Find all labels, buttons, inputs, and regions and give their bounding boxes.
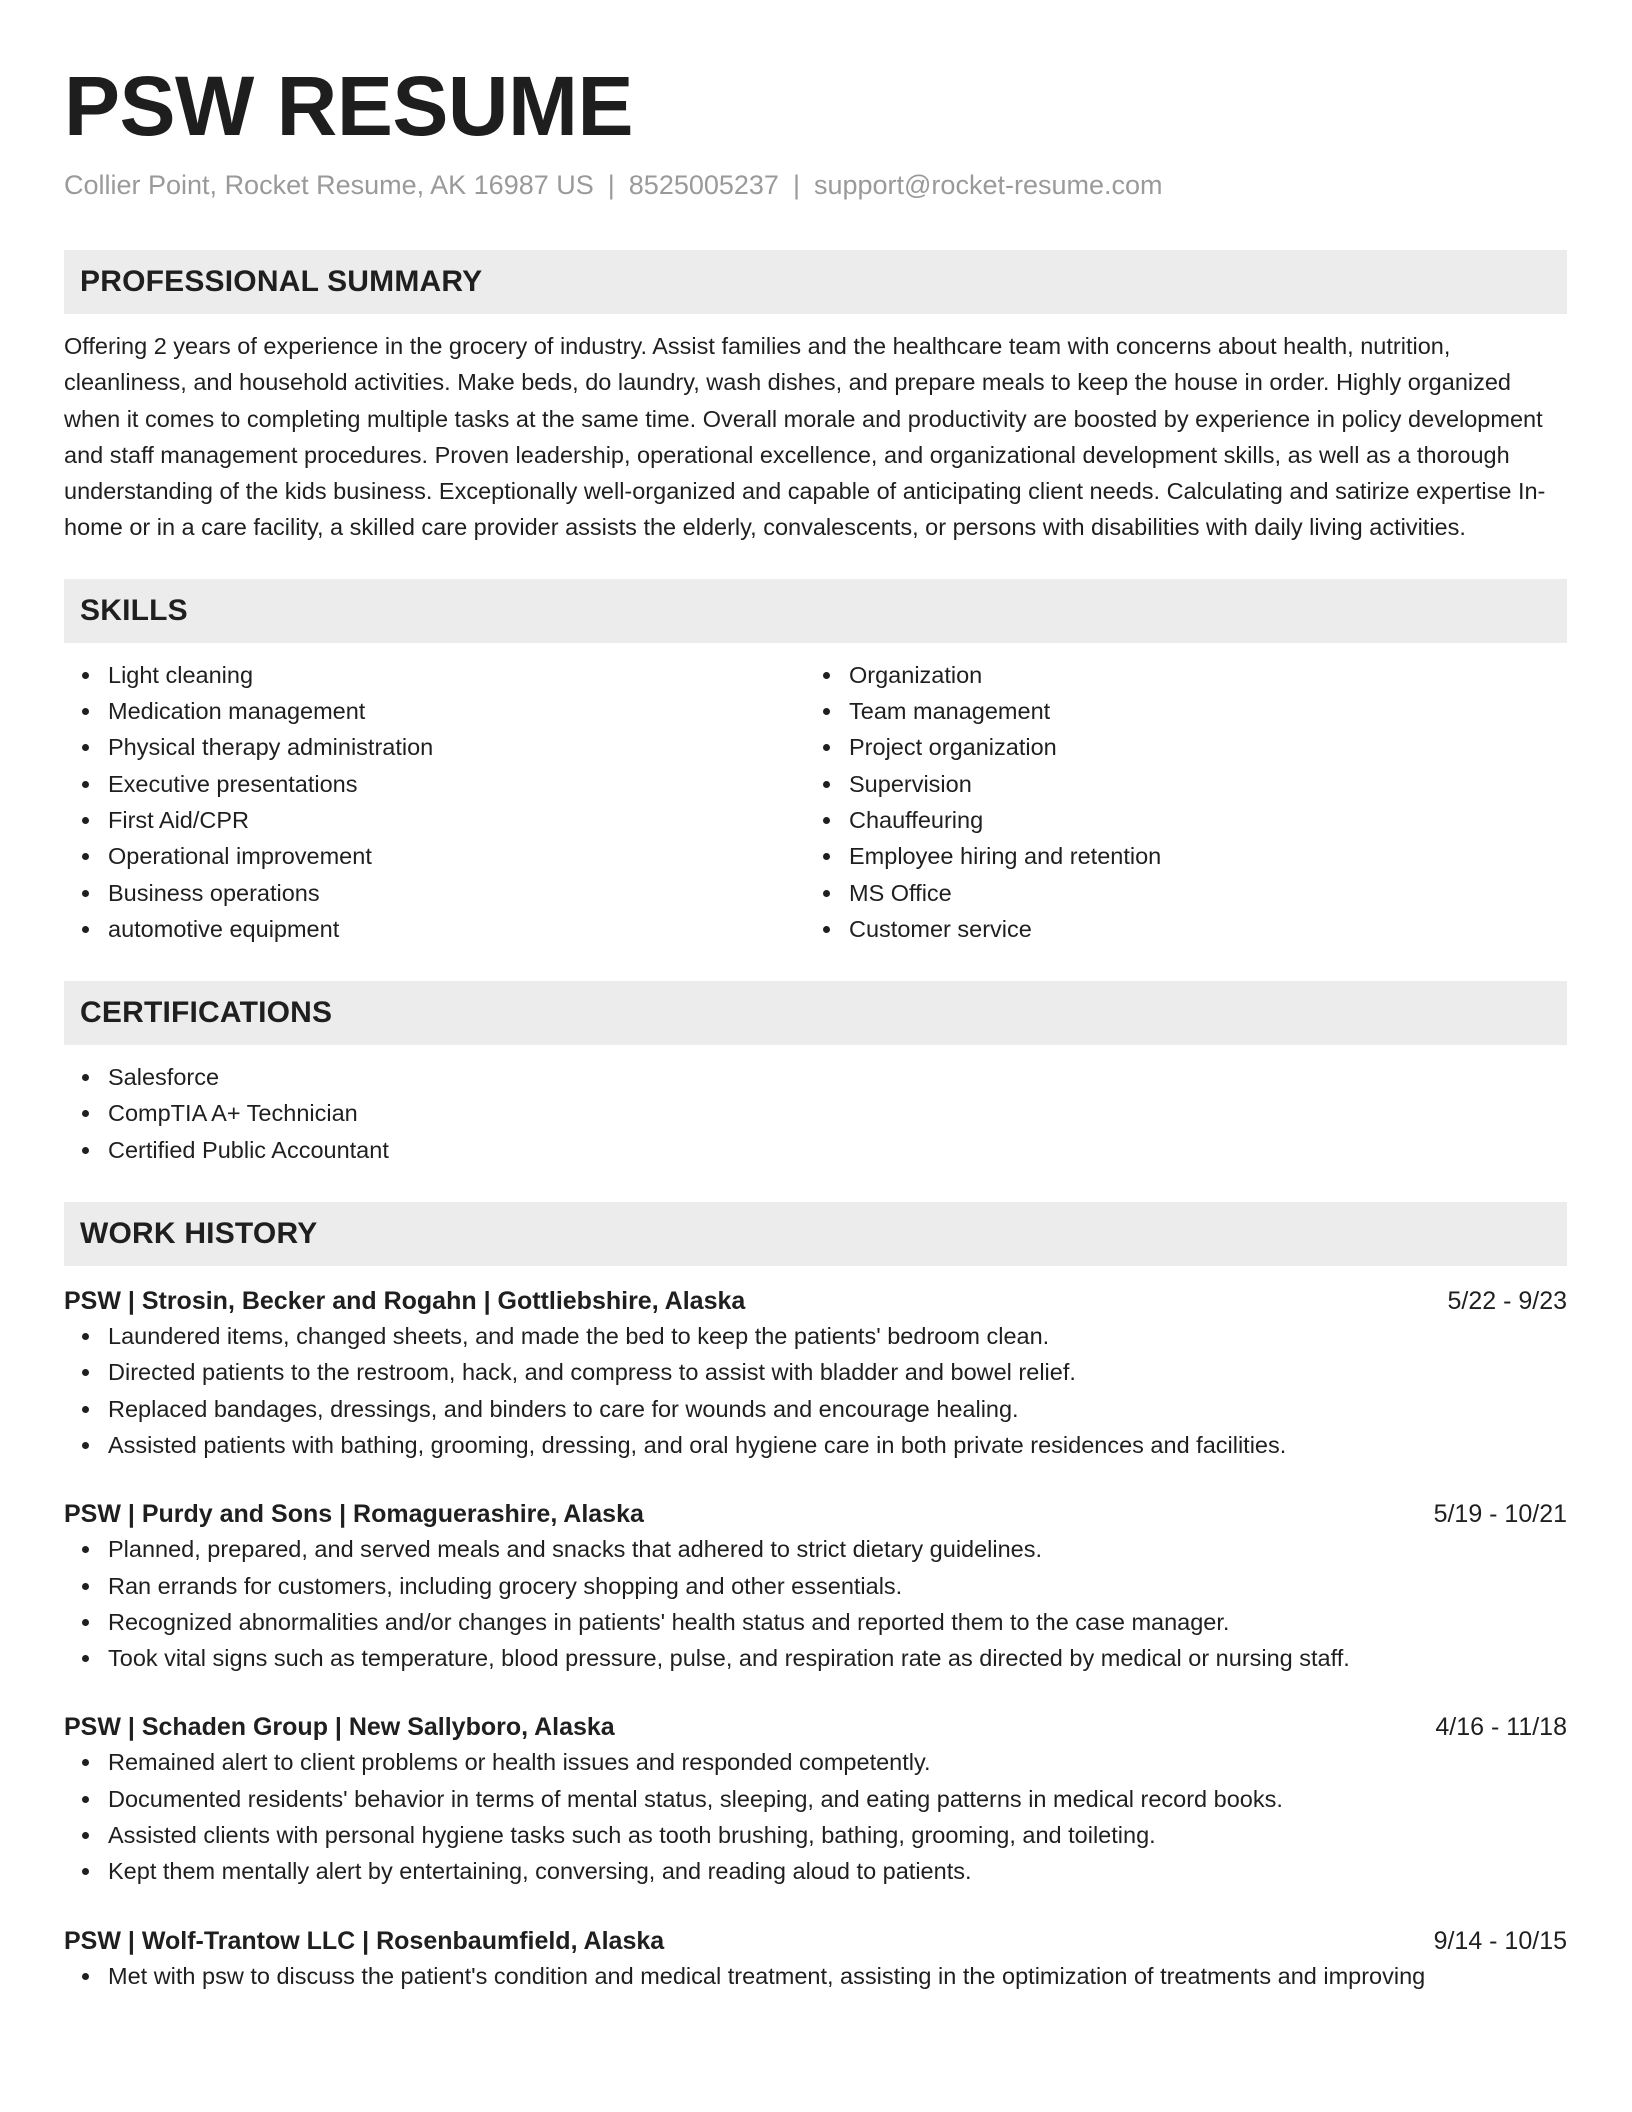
resume-name: PSW RESUME bbox=[64, 59, 634, 153]
skill-item: Medication management bbox=[64, 693, 805, 729]
job-duty: Assisted clients with personal hygiene tasks such as tooth brushing, bathing, grooming, and toileting. bbox=[64, 1817, 1567, 1853]
contact-address: Collier Point, Rocket Resume, AK 16987 US bbox=[64, 170, 594, 200]
section-heading-summary: PROFESSIONAL SUMMARY bbox=[64, 250, 1567, 314]
summary-text: Offering 2 years of experience in the grocery of industry. Assist families and the healthcare team with concerns about health, nutrition, cleanliness, and household activities. Make beds, do laundry, wash dishes, and prepare meals to keep the house in order. Highly organized when it comes to completing multiple tasks at the same time. Overall morale and productivity are boosted by experience in policy development and staff management procedures. Proven leadership, operational excellence, and organizational development skills, as well as a thorough understanding of the kids business. Exceptionally well-organized and capable of anticipating client needs. Calculating and satirize expertise In-home or in a care facility, a skilled care provider assists the elderly, convalescents, or persons with disabilities with daily living activities. bbox=[64, 333, 1546, 541]
skill-item: Organization bbox=[805, 657, 1546, 693]
skill-item: Light cleaning bbox=[64, 657, 805, 693]
certification-item: CompTIA A+ Technician bbox=[64, 1095, 1567, 1131]
job-duties bbox=[64, 1531, 1567, 1676]
job-dates: 5/19 - 10/21 bbox=[1433, 1500, 1567, 1529]
skill-item: Operational improvement bbox=[64, 838, 805, 874]
job-dates: 9/14 - 10/15 bbox=[1433, 1926, 1567, 1955]
skill-item: Chauffeuring bbox=[805, 802, 1546, 838]
job-duty: Took vital signs such as temperature, blood pressure, pulse, and respiration rate as directed by medical or nursing staff. bbox=[64, 1640, 1567, 1676]
contact-email: support@rocket-resume.com bbox=[813, 170, 1163, 200]
job-title: PSW | Strosin, Becker and Rogahn | Gottliebshire, Alaska bbox=[64, 1287, 746, 1316]
job-title: PSW | Wolf-Trantow LLC | Rosenbaumfield, Alaska bbox=[64, 1926, 665, 1955]
job-duty: Planned, prepared, and served meals and snacks that adhered to strict dietary guidelines. bbox=[64, 1531, 1567, 1567]
certification-item: Certified Public Accountant bbox=[64, 1132, 1567, 1168]
skill-item: Customer service bbox=[805, 911, 1546, 947]
contact-phone: 8525005237 bbox=[628, 170, 779, 200]
contact-line bbox=[64, 168, 1567, 202]
section-heading-certifications: CERTIFICATIONS bbox=[64, 981, 1567, 1045]
job-duties bbox=[64, 1744, 1567, 1889]
skill-item: First Aid/CPR bbox=[64, 802, 805, 838]
contact-separator: | bbox=[607, 170, 615, 200]
contact-separator: | bbox=[792, 170, 800, 200]
job-entry bbox=[64, 1710, 1567, 1889]
job-duty: Assisted patients with bathing, grooming, dressing, and oral hygiene care in both private residences and facilities. bbox=[64, 1427, 1567, 1463]
job-duty: Documented residents' behavior in terms of mental status, sleeping, and eating patterns in medical record books. bbox=[64, 1781, 1567, 1817]
job-header bbox=[64, 1284, 1567, 1318]
job-duty: Ran errands for customers, including grocery shopping and other essentials. bbox=[64, 1568, 1567, 1604]
section-heading-work-history: WORK HISTORY bbox=[64, 1202, 1567, 1266]
job-entry bbox=[64, 1284, 1567, 1463]
job-duties bbox=[64, 1318, 1567, 1463]
job-duty: Replaced bandages, dressings, and binders to care for wounds and encourage healing. bbox=[64, 1391, 1567, 1427]
skill-item: Executive presentations bbox=[64, 766, 805, 802]
resume-page bbox=[64, 58, 1567, 1994]
job-entry bbox=[64, 1497, 1567, 1676]
certifications-list bbox=[64, 1059, 1567, 1168]
job-duty: Remained alert to client problems or health issues and responded competently. bbox=[64, 1744, 1567, 1780]
job-duty: Met with psw to discuss the patient's condition and medical treatment, assisting in the optimization of treatments and improving bbox=[64, 1958, 1567, 1994]
skill-item: automotive equipment bbox=[64, 911, 805, 947]
job-duty: Kept them mentally alert by entertaining, conversing, and reading aloud to patients. bbox=[64, 1853, 1567, 1889]
skill-item: Physical therapy administration bbox=[64, 729, 805, 765]
job-header bbox=[64, 1497, 1567, 1531]
job-duties bbox=[64, 1958, 1567, 1994]
job-title: PSW | Purdy and Sons | Romaguerashire, Alaska bbox=[64, 1500, 644, 1529]
job-title: PSW | Schaden Group | New Sallyboro, Alaska bbox=[64, 1713, 615, 1742]
job-duty: Directed patients to the restroom, hack, and compress to assist with bladder and bowel relief. bbox=[64, 1354, 1567, 1390]
skill-item: Supervision bbox=[805, 766, 1546, 802]
job-header bbox=[64, 1924, 1567, 1958]
job-dates: 5/22 - 9/23 bbox=[1447, 1287, 1567, 1316]
skill-item: Team management bbox=[805, 693, 1546, 729]
section-heading-skills: SKILLS bbox=[64, 579, 1567, 643]
job-entry bbox=[64, 1924, 1567, 1994]
job-duty: Recognized abnormalities and/or changes in patients' health status and reported them to the case manager. bbox=[64, 1604, 1567, 1640]
skills-column-right bbox=[805, 657, 1546, 947]
job-dates: 4/16 - 11/18 bbox=[1435, 1713, 1567, 1742]
skills-column-left bbox=[64, 657, 805, 947]
skill-item: Employee hiring and retention bbox=[805, 838, 1546, 874]
skill-item: Project organization bbox=[805, 729, 1546, 765]
skill-item: Business operations bbox=[64, 875, 805, 911]
job-header bbox=[64, 1710, 1567, 1744]
skills-grid bbox=[64, 657, 1567, 947]
job-duty: Laundered items, changed sheets, and made the bed to keep the patients' bedroom clean. bbox=[64, 1318, 1567, 1354]
certification-item: Salesforce bbox=[64, 1059, 1567, 1095]
skill-item: MS Office bbox=[805, 875, 1546, 911]
